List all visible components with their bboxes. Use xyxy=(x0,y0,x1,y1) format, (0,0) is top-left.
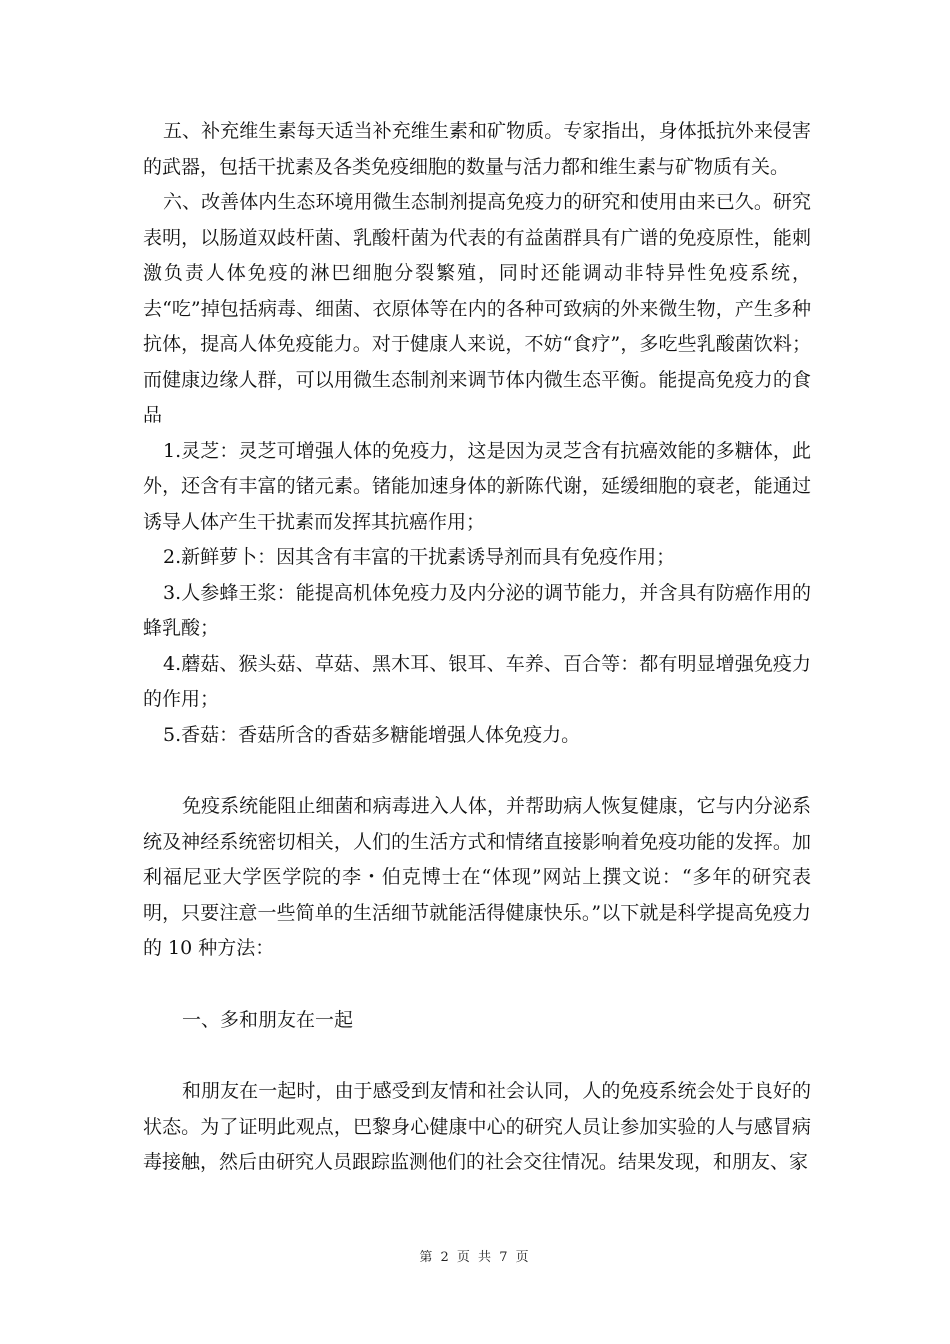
paragraph-friends: 和朋友在一起时，由于感受到友情和社会认同，人的免疫系统会处于良好的状态。为了证明此观点，巴黎身心健康中心的研究人员让参加实验的人与感冒病毒接触，然后由研究人员跟踪监测他们的社会交往情况。结果发现，和朋友、家 xyxy=(143,1080,811,1173)
document-body xyxy=(143,114,811,1181)
list-item-shiitake: 5.香菇：香菇所含的香菇多糖能增强人体免疫力。 xyxy=(163,723,581,746)
list-item-radish: 2.新鲜萝卜：因其含有丰富的干扰素诱导剂而具有免疫作用； xyxy=(163,546,676,568)
list-item-lingzhi: 1.灵芝：灵芝可增强人体的免疫力，这是因为灵芝含有抗癌效能的多糖体，此外，还含有丰富的锗元素。锗能加速身体的新陈代谢，延缓细胞的衰老，能通过诱导人体产生干扰素而发挥其抗癌作用； xyxy=(143,439,811,533)
section-heading: 一、多和朋友在一起 xyxy=(182,1008,354,1031)
list-item-royal-jelly: 3.人参蜂王浆：能提高机体免疫力及内分泌的调节能力，并含具有防癌作用的蜂乳酸； xyxy=(143,581,811,639)
paragraph-immune-intro: 免疫系统能阻止细菌和病毒进入人体，并帮助病人恢复健康，它与内分泌系统及神经系统密切相关，人们的生活方式和情绪直接影响着免疫功能的发挥。加利福尼亚大学医学院的李・伯克博士在“体现”网站上撰文说：“多年的研究表明，只要注意一些简单的生活细节就能活得健康快乐。”以下就是科学提高免疫力的 10 种方法： xyxy=(143,795,811,959)
paragraph-vitamins: 五、补充维生素每天适当补充维生素和矿物质。专家指出，身体抵抗外来侵害的武器，包括干扰素及各类免疫细胞的数量与活力都和维生素与矿物质有关。 xyxy=(143,120,811,178)
paragraph-microecology: 六、改善体内生态环境用微生态制剂提高免疫力的研究和使用由来已久。研究表明，以肠道双歧杆菌、乳酸杆菌为代表的有益菌群具有广谱的免疫原性，能刺激负责人体免疫的淋巴细胞分裂繁殖，同时还能调动非特异性免疫系统，去“吃”掉包括病毒、细菌、衣原体等在内的各种可致病的外来微生物，产生多种抗体，提高人体免疫能力。对于健康人来说，不妨“食疗”，多吃些乳酸菌饮料；而健康边缘人群，可以用微生态制剂来调节体内微生态平衡。能提高免疫力的食品 xyxy=(143,191,811,426)
page-number-footer: 第 2 页 共 7 页 xyxy=(419,1250,531,1265)
list-item-mushrooms: 4.蘑菇、猴头菇、草菇、黑木耳、银耳、车养、百合等：都有明显增强免疫力的作用； xyxy=(143,652,811,710)
